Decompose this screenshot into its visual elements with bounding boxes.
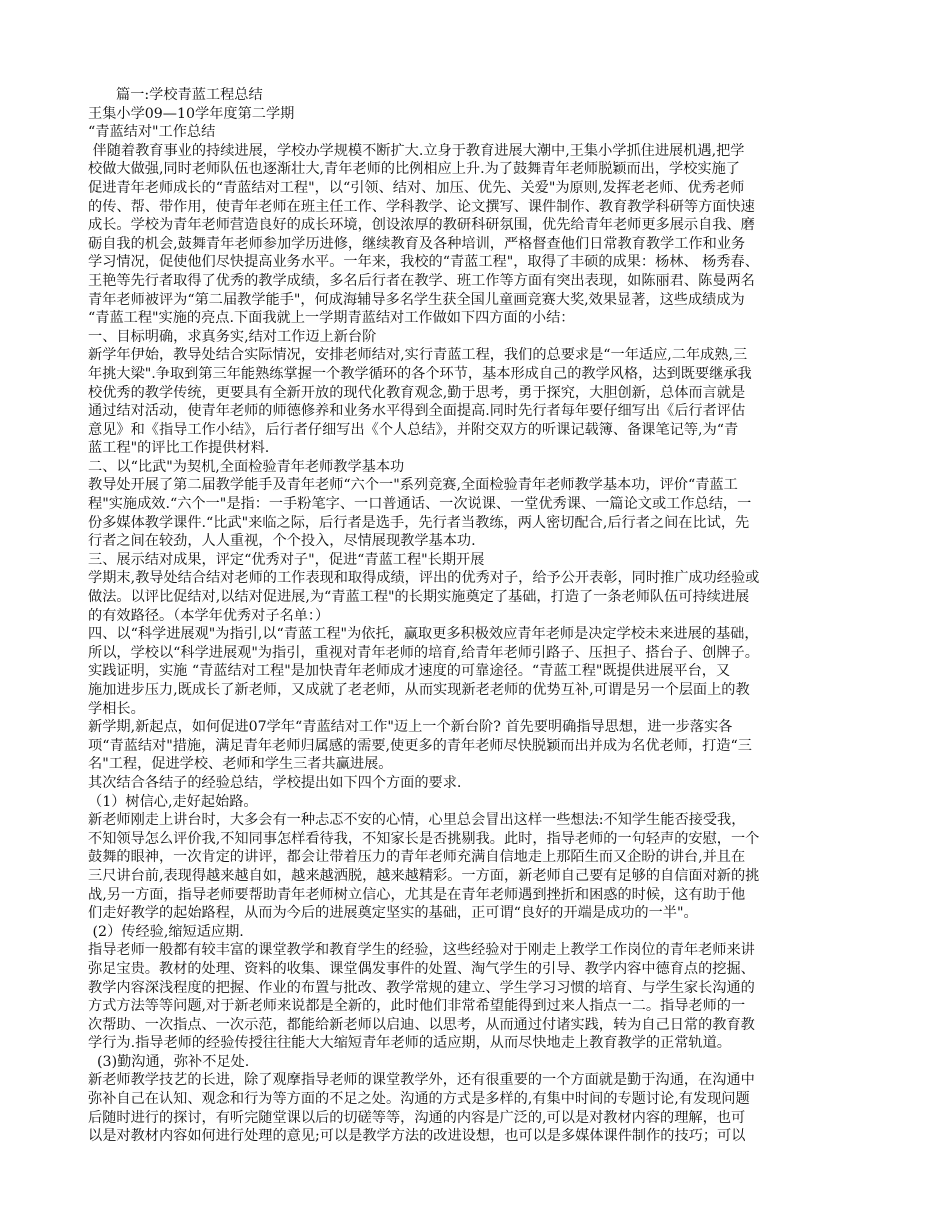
text-line: 实践证明，实施 “青蓝结对工程"是加快青年老师成才速度的可靠途径。“青蓝工程"既提供进展平台，又 [88, 663, 731, 680]
text-line: 学行为.指导老师的经验传授往往能大大缩短青年老师的适应期，从而尽快地走上教育教学的正常轨道。 [88, 1035, 731, 1052]
text-line: 通过结对活动，使青年老师的师德修养和业务水平得到全面提高.同时先行者每年要仔细写出《后行者评估 [88, 403, 746, 420]
text-line: 弥足宝贵。教材的处理、资料的收集、课堂偶发事件的处置、淘气学生的引导、教学内容中德育点的挖掘、 [88, 960, 755, 977]
text-line: 四、以“科学进展观"为指引,以“青蓝工程"为依托，赢取更多积极效应青年老师是决定学校未来进展的基础， [88, 626, 759, 643]
text-line: 所以，学校以“科学进展观"为指引，重视对青年老师的培育,给青年老师引路子、压担子、搭台子、创牌子。 [88, 644, 759, 661]
text-line: 年挑大梁".争取到第三年能熟练掌握一个教学循环的各个环节，基本形成自己的教学风格，达到既要继承我 [88, 365, 752, 382]
text-line: 战,另一方面，指导老师要帮助青年老师树立信心，尤其是在青年老师遇到挫折和困惑的时候，这有助于他 [88, 886, 746, 903]
text-line: 伴随着教育事业的持续进展，学校办学规模不断扩大.立身于教育进展大潮中,王集小学抓住进展机遇,把学 [88, 142, 745, 159]
text-line: 教导处开展了第二届教学能手及青年老师“六个一"系列竞赛,全面检验青年老师教学基本功，评价“青蓝工 [88, 477, 738, 494]
text-line: 项“青蓝结对"措施，满足青年老师归属感的需要,使更多的青年老师尽快脱颖而出并成为名优老师，打造“三 [88, 737, 752, 754]
document-page [88, 86, 864, 1146]
text-line: 名"工程，促进学校、老师和学生三者共赢进展。 [88, 756, 393, 773]
text-line: 的传、帮、带作用，使青年老师在班主任工作、学科教学、论文撰写、课件制作、教育教学科研等方面快速 [88, 198, 755, 215]
text-line: 新老师教学技艺的长进，除了观摩指导老师的课堂教学外，还有很重要的一个方面就是勤于沟通，在沟通中 [88, 1072, 755, 1089]
text-line: 指导老师一般都有较丰富的课堂教学和教育学生的经验，这些经验对于刚走上教学工作岗位的青年老师来讲 [88, 942, 755, 959]
text-line: 后随时进行的探讨，有听完随堂课以后的切磋等等，沟通的内容是广泛的,可以是对教材内容的理解，也可 [88, 1109, 746, 1126]
text-line: 学期末,教导处结合结对老师的工作表现和取得成绩，评出的优秀对子，给予公开表彰，同时推广成功经验或 [88, 570, 760, 587]
text-line: 三尺讲台前,表现得越来越自如，越来越洒脱，越来越精彩。一方面，新老师自己要有足够的自信面对新的挑 [88, 867, 760, 884]
text-line: 学习情况，促使他们尽快提高业务水平。一年来，我校的“青蓝工程"，取得了丰硕的成果：杨林、 杨秀春、 [88, 254, 759, 271]
text-line: 们走好教学的起始路程，从而为今后的进展奠定坚实的基础，正可谓“良好的开端是成功的一半"。 [88, 905, 698, 922]
document-title: 篇一:学校青蓝工程总结 [116, 87, 263, 103]
text-line: (2）传经验,缩短适应期. [88, 923, 244, 940]
text-line: 王集小学09—10学年度第二学期 [88, 105, 295, 122]
text-line: 王艳等先行者取得了优秀的教学成绩，多名后行者在教学、班工作等方面有突出表现，如陈丽君、陈曼两名 [88, 272, 755, 289]
text-line: “青蓝工程"实施的亮点.下面我就上一学期青蓝结对工作做如下四方面的小结： [88, 310, 575, 327]
text-line: (3)勤沟通，弥补不足处. [88, 1053, 250, 1070]
text-line: 学相长。 [88, 700, 145, 717]
text-line: 份多媒体教学课件.“比武"来临之际，后行者是选手，先行者当教练，两人密切配合,后行者之间在比试，先 [88, 514, 750, 531]
text-line: 以是对教材内容如何进行处理的意见;可以是教学方法的改进设想，也可以是多媒体课件制作的技巧；可以 [88, 1128, 746, 1145]
text-line: 做法。以评比促结对,以结对促进展,为“青蓝工程"的长期实施奠定了基础，打造了一条老师队伍可持续进展 [88, 589, 750, 606]
text-line: 二、以“比武"为契机,全面检验青年老师教学基本功 [88, 458, 405, 475]
text-line: 砺自我的机会,鼓舞青年老师参加学历进修，继续教育及各种培训，严格督查他们日常教育教学工作和业务 [88, 235, 746, 252]
text-line: 意见》和《指导工作小结》，后行者仔细写出《个人总结》，并附交双方的听课记载簿、备课笔记等,为“青 [88, 421, 739, 438]
text-line: 校优秀的教学传统，更要具有全新开放的现代化教育观念,勤于思考，勇于探究，大胆创新，总体而言就是 [88, 384, 746, 401]
text-line: 不知领导怎么评价我,不知同事怎样看待我，不知家长是否挑剔我。此时，指导老师的一句轻声的安慰，一个 [88, 830, 760, 847]
text-line: 方式方法等等问题,对于新老师来说都是全新的，此时他们非常希望能得到过来人指点一二。指导老师的一 [88, 998, 746, 1015]
text-line: 校做大做强,同时老师队伍也逐渐壮大,青年老师的比例相应上升.为了鼓舞青年老师脱颖而出，学校实施了 [88, 161, 740, 178]
text-line: 新老师刚走上讲台时，大多会有一种忐忑不安的心情，心里总会冒出这样一些想法:不知学生能否接受我， [88, 812, 746, 829]
text-line: 三、展示结对成果，评定“优秀对子"，促进“青蓝工程"长期开展 [88, 551, 485, 568]
text-line: 促进青年老师成长的“青蓝结对工程"，以“引领、结对、加压、优先、关爱"为原则,发挥老老师、优秀老师 [88, 179, 745, 196]
text-line: 蓝工程"的评比工作提供材料. [88, 440, 270, 457]
text-line: 新学年伊始，教导处结合实际情况，安排老师结对,实行青蓝工程，我们的总要求是“一年适应,二年成熟,三 [88, 347, 748, 364]
text-line: 程"实施成效.“六个一"是指：一手粉笔字、一口普通话、一次说课、一堂优秀课、一篇论文或工作总结，一 [88, 496, 752, 513]
text-line: 其次结合各结子的经验总结，学校提出如下四个方面的要求. [88, 774, 462, 791]
text-line: 鼓舞的眼神，一次肯定的讲评，都会让带着压力的青年老师充满自信地走上那陌生而又企盼的讲台,并且在 [88, 849, 746, 866]
text-line: 次帮助、一次指点、一次示范，都能给新老师以启迪、以思考，从而通过付诸实践，转为自己日常的教育教 [88, 1016, 755, 1033]
text-line: “青蓝结对"工作总结 [88, 124, 216, 141]
text-line: 教学内容深浅程度的把握、作业的布置与批改、教学常规的建立、学生学习习惯的培育、与学生家长沟通的 [88, 979, 755, 996]
text-line: 的有效路径。（本学年优秀对子名单：） [88, 607, 330, 624]
text-line: （1）树信心,走好起始路。 [88, 793, 258, 810]
text-line: 施加进步压力,既成长了新老师，又成就了老老师，从而实现新老老师的优势互补,可谓是另一个层面上的教 [88, 682, 750, 698]
text-line: 青年老师被评为“第二届教学能手"，何成海辅导多名学生获全国儿童画竞赛大奖,效果显著，这些成绩成为 [88, 291, 745, 308]
text-line: 新学期,新起点，如何促进07学年“青蓝结对工作"迈上一个新台阶? 首先要明确指导思想，进一步落实各 [88, 719, 733, 736]
document-body [88, 105, 864, 1146]
text-line: 一、目标明确，求真务实,结对工作迈上新台阶 [88, 328, 377, 345]
text-line: 弥补自己在认知、观念和行为等方面的不足之处。沟通的方式是多样的,有集中时间的专题讨论,有发现问题 [88, 1091, 750, 1108]
text-line: 行者之间在较劲，人人重视，个个投入，尽情展现教学基本功. [88, 533, 476, 550]
text-line: 成长。学校为青年老师营造良好的成长环境，创设浓厚的教研科研氛围，优先给青年老师更多展示自我、磨 [88, 217, 755, 234]
